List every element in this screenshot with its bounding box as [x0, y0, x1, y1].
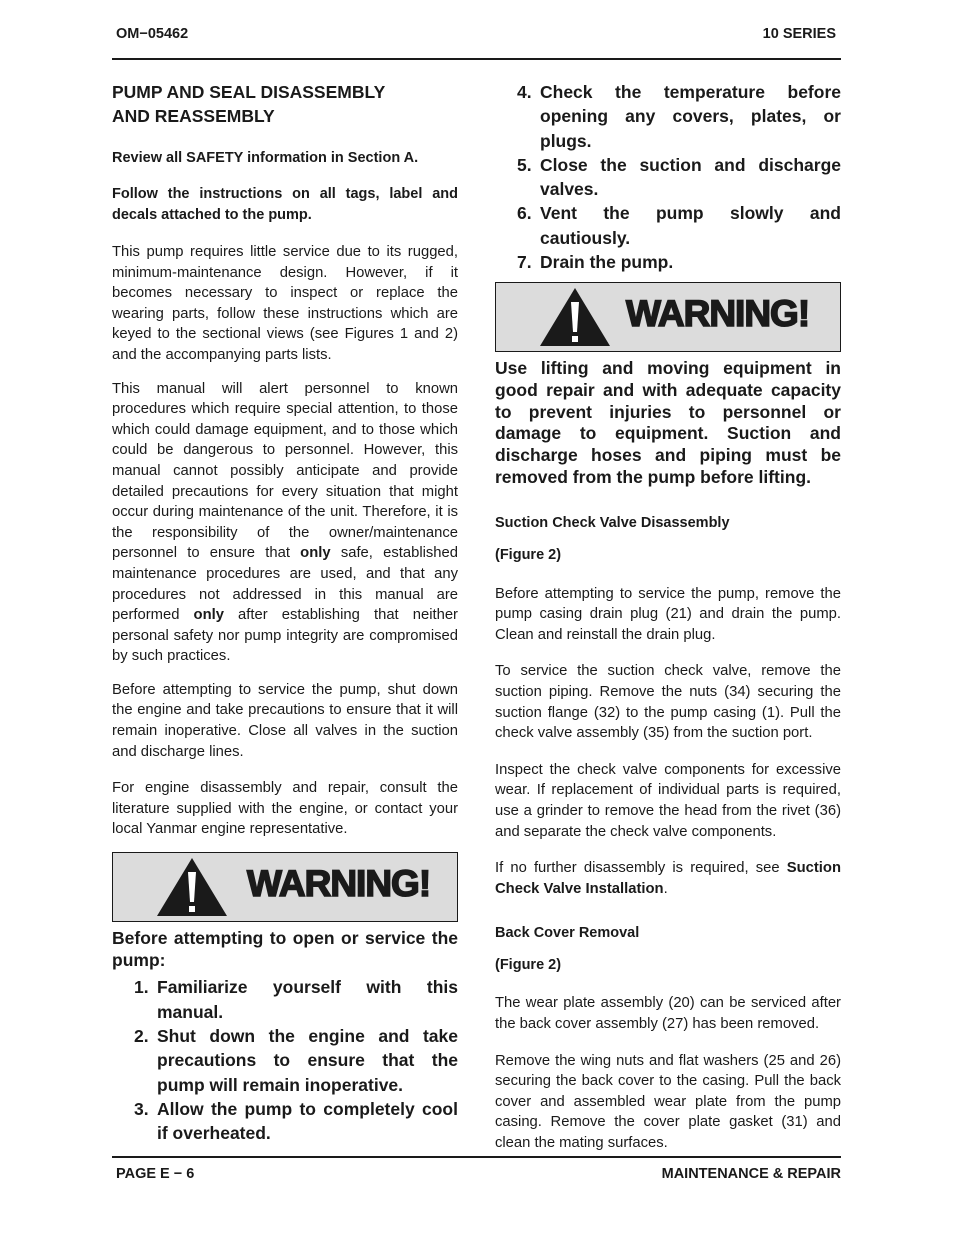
drain-paragraph: Before attempting to service the pump, remove the pump casing drain plug (21) and drain the pump. Clean and reinstall the drain plug. — [495, 585, 841, 643]
section-title — [112, 80, 458, 128]
page-header — [114, 26, 838, 46]
step-number: 3. — [134, 1098, 149, 1119]
precaution-list-2 — [517, 80, 841, 274]
wear-plate-paragraph: The wear plate assembly (20) can be serviced after the back cover assembly (27) has been removed. — [495, 995, 841, 1032]
installation-reference: Suction Check Valve Installation — [495, 860, 841, 897]
responsibility-paragraph — [112, 379, 458, 667]
installation-reference-paragraph — [495, 858, 841, 899]
page-footer — [114, 1166, 841, 1186]
step-text: Allow the pump to completely cool if overheated. — [157, 1098, 458, 1144]
emphasis-only: only — [300, 545, 331, 562]
section-title-line-1: PUMP AND SEAL DISASSEMBLY — [112, 82, 386, 102]
exclamation-triangle-icon — [538, 286, 612, 348]
series-label: 10 SERIES — [762, 26, 836, 42]
list-item — [517, 250, 841, 274]
para-text: If no further disassembly is required, see — [495, 860, 787, 877]
header-rule — [112, 58, 841, 60]
step-number: 5. — [517, 154, 532, 175]
step-text: Shut down the engine and take precautions to ensure that the pump will remain inoperative. — [157, 1026, 458, 1095]
para-text: after establishing that neither personal safety nor pump integrity are compromised by such practices. — [112, 607, 458, 665]
step-number: 4. — [517, 82, 532, 102]
step-number: 1. — [134, 977, 149, 998]
step-text: Close the suction and discharge valves. — [540, 154, 841, 200]
step-text: Check the temperature before opening any covers, plates, or plugs. — [540, 82, 841, 151]
warning-label: WARNING! — [626, 293, 810, 335]
warning-label: WARNING! — [247, 863, 431, 905]
lifting-warning-text: Use lifting and moving equipment in good repair and with adequate capacity to prevent injuries to personnel or damage to equipment. Suction and discharge hoses and piping must be removed from the pump before lifting. — [495, 358, 841, 487]
list-item — [134, 1097, 458, 1146]
step-number: 7. — [517, 252, 532, 273]
left-column — [112, 80, 458, 1146]
figure-reference: (Figure 2) — [495, 546, 562, 563]
document-number: OM−05462 — [116, 26, 189, 42]
engine-paragraph: For engine disassembly and repair, consult the literature supplied with the engine, or contact your local Yanmar engine representative. — [112, 780, 458, 838]
emphasis-only: only — [193, 607, 224, 624]
subsection-title: Suction Check Valve Disassembly — [495, 514, 730, 531]
para-text: . — [663, 880, 668, 897]
list-item — [134, 975, 458, 1024]
page-number: PAGE E − 6 — [116, 1166, 195, 1182]
right-column — [495, 80, 841, 1166]
exclamation-triangle-icon — [155, 856, 229, 918]
step-number: 2. — [134, 1026, 149, 1047]
section-title-line-2: AND REASSEMBLY — [112, 106, 275, 126]
chapter-label: MAINTENANCE & REPAIR — [661, 1166, 841, 1182]
shutdown-paragraph: Before attempting to service the pump, shut down the engine and take precautions to ensure that it will remain inoperative. Close all valves in the suction and discharge lines. — [112, 681, 458, 760]
step-text: Drain the pump. — [540, 252, 674, 273]
list-item — [517, 153, 841, 202]
footer-rule — [112, 1156, 841, 1158]
warning-banner — [112, 852, 458, 922]
back-cover-paragraph: Remove the wing nuts and flat washers (25 and 26) securing the back cover to the casing. Pull the back cover and assembled wear plate from the pump casing. Remove the cover plate gasket (31) and clean the mating surfaces. — [495, 1052, 841, 1151]
para-text: safe, established maintenance procedures are used, and that any procedures not addressed in this manual are performed — [112, 545, 458, 624]
warning-intro: Before attempting to open or service the pump: — [112, 928, 458, 970]
step-text: Vent the pump slowly and cautiously. — [540, 203, 841, 248]
intro-paragraph: This pump requires little service due to its rugged, minimum-maintenance design. However, if it becomes necessary to inspect or replace the wearing parts, follow these instructions which are keyed to the sectional views (see Figures 1 and 2) and the accompanying parts lists. — [112, 244, 458, 363]
safety-note: Review all SAFETY information in Section A. — [112, 150, 419, 166]
figure-reference: (Figure 2) — [495, 957, 562, 974]
step-text: Familiarize yourself with this manual. — [157, 977, 458, 1022]
check-valve-paragraph: To service the suction check valve, remove the suction piping. Remove the nuts (34) securing the suction flange (32) to the pump casing (1). Pull the check valve assembly (35) from the suction port. — [495, 663, 841, 742]
warning-banner — [495, 282, 841, 352]
list-item — [517, 201, 841, 250]
list-item — [517, 80, 841, 153]
para-text: This manual will alert personnel to known procedures which require special attention, to those which could damage equipment, and to those which could be dangerous to personnel. However, this manual cannot possibly anticipate and provide detailed precautions for every situation that might occur during maintenance of the unit. Therefore, it is the responsibility of the owner/maintenance personnel to ensure that — [112, 380, 458, 562]
subsection-title: Back Cover Removal — [495, 925, 640, 942]
step-number: 6. — [517, 203, 532, 224]
inspect-paragraph: Inspect the check valve components for excessive wear. If replacement of individual parts is required, use a grinder to remove the head from the rivet (36) and separate the check valve components. — [495, 761, 841, 840]
tags-note: Follow the instructions on all tags, label and decals attached to the pump. — [112, 186, 458, 223]
precaution-list-1 — [134, 975, 458, 1145]
list-item — [134, 1024, 458, 1097]
